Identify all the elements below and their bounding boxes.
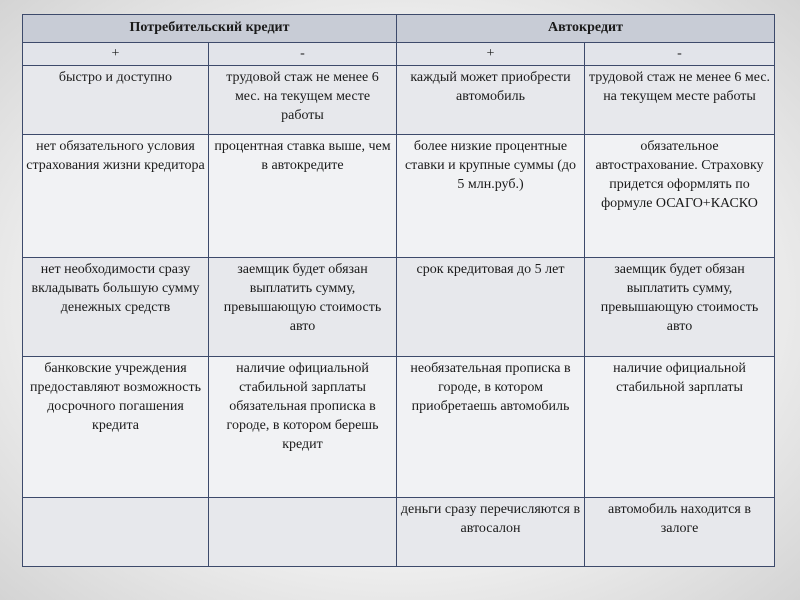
cell: нет необходимости сразу вкладывать большую сумму денежных средств: [23, 258, 209, 357]
cell: автомобиль находится в залоге: [585, 498, 775, 567]
header-auto-credit: Автокредит: [397, 15, 775, 43]
cell: [209, 498, 397, 567]
header-consumer-credit: Потребительский кредит: [23, 15, 397, 43]
cell: каждый может приобрести автомобиль: [397, 66, 585, 135]
comparison-table: [22, 14, 775, 567]
cell: банковские учреждения предоставляют возможность досрочного погашения кредита: [23, 357, 209, 498]
cell: нет обязательного условия страхования жизни кредитора: [23, 135, 209, 258]
cell: наличие официальной стабильной зарплаты: [585, 357, 775, 498]
cell: трудовой стаж не менее 6 мес. на текущем месте работы: [209, 66, 397, 135]
auto-pros-header: +: [397, 43, 585, 66]
table-row: [23, 66, 775, 135]
table-row: [23, 135, 775, 258]
cell: обязательное автострахование. Страховку придется оформлять по формуле ОСАГО+КАСКО: [585, 135, 775, 258]
table-row: [23, 498, 775, 567]
header-row: [23, 15, 775, 43]
cell: процентная ставка выше, чем в автокредите: [209, 135, 397, 258]
cell: необязательная прописка в городе, в котором приобретаешь автомобиль: [397, 357, 585, 498]
cell: заемщик будет обязан выплатить сумму, превышающую стоимость авто: [209, 258, 397, 357]
consumer-pros-header: +: [23, 43, 209, 66]
cell: быстро и доступно: [23, 66, 209, 135]
table-row: [23, 258, 775, 357]
cell: [23, 498, 209, 567]
cell: заемщик будет обязан выплатить сумму, превышающую стоимость авто: [585, 258, 775, 357]
cell: деньги сразу перечисляются в автосалон: [397, 498, 585, 567]
auto-cons-header: -: [585, 43, 775, 66]
cell: срок кредитовая до 5 лет: [397, 258, 585, 357]
table-row: [23, 357, 775, 498]
cell: трудовой стаж не менее 6 мес. на текущем месте работы: [585, 66, 775, 135]
cell: наличие официальной стабильной зарплаты обязательная прописка в городе, в котором берешь кредит: [209, 357, 397, 498]
subheader-row: [23, 43, 775, 66]
cell: более низкие процентные ставки и крупные суммы (до 5 млн.руб.): [397, 135, 585, 258]
consumer-cons-header: -: [209, 43, 397, 66]
